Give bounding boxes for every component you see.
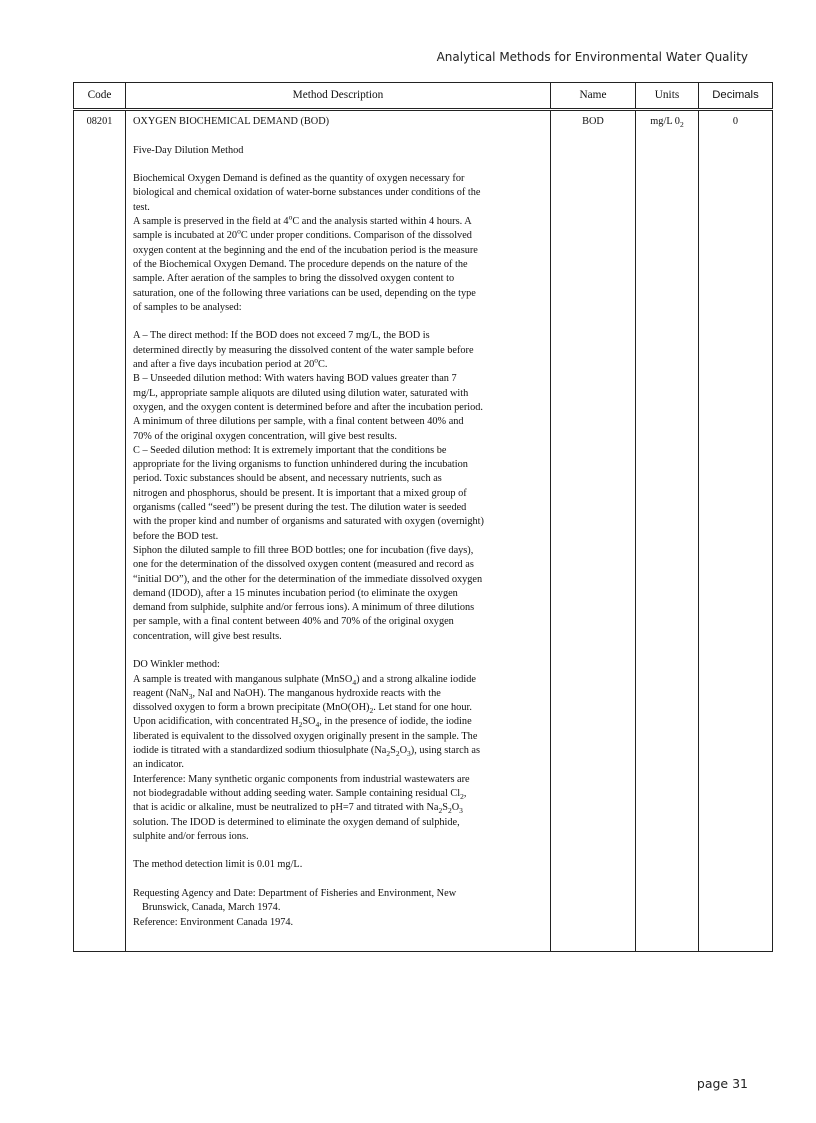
table-row — [74, 110, 773, 952]
method-code: 08201 — [74, 110, 126, 952]
header-decimals: Decimals — [699, 83, 773, 110]
text-line: solution. The IDOD is determined to eliminate the oxygen demand of sulphide, — [133, 816, 460, 828]
text-line: biological and chemical oxidation of water-borne substances under conditions of the — [133, 187, 481, 199]
method-units: mg/L $0_2$ — [636, 110, 699, 952]
text-line: not biodegradable without adding seeding water. Sample containing residual $Cl_2$, — [133, 787, 467, 801]
text-line: sulphite and/or ferrous ions. — [133, 830, 249, 842]
seeded-method-paragraph — [133, 444, 543, 644]
text-line: dissolved oxygen to form a brown precipitate ($MnO(OH)_2$. Let stand for one hour. — [133, 702, 472, 716]
text-line: demand from sulphide, sulphite and/or ferrous ions). A minimum of three dilutions — [133, 602, 475, 614]
text-line: A – The direct method: If the BOD does not exceed 7 mg/L, the BOD is — [133, 330, 430, 342]
text-line: Reference: Environment Canada 1974. — [133, 916, 294, 928]
text-line: Requesting Agency and Date: Department of Fisheries and Environment, New — [133, 888, 457, 900]
procedure-paragraph — [133, 212, 543, 315]
text-line: A minimum of three dilutions per sample, with a final content between 40% and — [133, 416, 464, 428]
text-line: B – Unseeded dilution method: With waters having BOD values greater than 7 — [133, 373, 457, 385]
text-line: of the Biochemical Oxygen Demand. The procedure depends on the nature of the — [133, 258, 468, 270]
text-line: A sample is treated with manganous sulphate (MnSO$_4$) and a strong alkaline iodide — [133, 673, 476, 687]
text-line: one for the determination of the dissolved oxygen content (measured and record as — [133, 559, 474, 571]
text-line: period. Toxic substances should be absent, and necessary nutrients, such as — [133, 473, 442, 485]
page-number: page 31 — [696, 1076, 748, 1091]
text-line: saturation, one of the following three variations can be used, depending on the type — [133, 287, 476, 299]
method-name: BOD — [551, 110, 636, 952]
winkler-paragraph — [133, 658, 543, 844]
header-units: Units — [636, 83, 699, 110]
text-line: test. — [133, 201, 150, 213]
method-subtitle: Five-Day Dilution Method — [133, 144, 244, 156]
header-code: Code — [74, 83, 126, 110]
text-line: with the proper kind and number of organisms and saturated with oxygen (overnight) — [133, 516, 484, 528]
text-line: A sample is preserved in the field at 4$^o$C and the analysis started within 4 hours. A — [133, 212, 472, 228]
agency-paragraph — [133, 887, 543, 930]
text-line: determined directly by measuring the dissolved content of the water sample before — [133, 344, 474, 356]
text-line: oxygen content at the beginning and the end of the incubation period is the measure — [133, 244, 478, 256]
detection-limit: The method detection limit is 0.01 mg/L. — [133, 859, 303, 871]
text-line: iodide is titrated with a standardized sodium thiosulphate $(Na_2S_2O_3)$, using starch as — [133, 745, 480, 759]
text-line: reagent (NaN$_3$, NaI and NaOH). The manganous hydroxide reacts with the — [133, 687, 441, 701]
method-decimals: 0 — [699, 110, 773, 952]
text-line: per sample, with a final content between 40% and 70% of the original oxygen — [133, 616, 454, 628]
text-line: appropriate for the living organisms to function unhindered during the incubation — [133, 459, 468, 471]
text-line: and after a five days incubation period at 20$^o$C. — [133, 355, 328, 371]
method-description — [126, 110, 551, 952]
text-line: Biochemical Oxygen Demand is defined as the quantity of oxygen necessary for — [133, 173, 465, 185]
text-line: of samples to be analysed: — [133, 301, 242, 313]
text-line: 70% of the original oxygen concentration, will give best results. — [133, 430, 397, 442]
text-line: Brunswick, Canada, March 1974. — [142, 902, 281, 914]
text-line: organisms (called “seed”) be present during the test. The dilution water is seeded — [133, 502, 467, 514]
text-line: C – Seeded dilution method: It is extremely important that the conditions be — [133, 444, 447, 456]
running-header: Analytical Methods for Environmental Water Quality — [436, 50, 748, 64]
text-line: concentration, will give best results. — [133, 630, 282, 642]
text-line: nitrogen and phosphorus, should be present. It is important that a mixed group of — [133, 487, 467, 499]
text-line: Interference: Many synthetic organic components from industrial wastewaters are — [133, 773, 470, 785]
text-line: “initial DO”), and the other for the determination of the immediate dissolved oxygen — [133, 573, 483, 585]
header-description: Method Description — [126, 83, 551, 110]
text-line: liberated is equivalent to the dissolved oxygen originally present in the sample. The — [133, 730, 478, 742]
definition-paragraph — [133, 172, 543, 215]
text-line: that is acidic or alkaline, must be neutralized to pH=7 and titrated with $Na_2S_2O_3$ — [133, 802, 463, 816]
table-header-row — [74, 83, 773, 110]
method-title: OXYGEN BIOCHEMICAL DEMAND (BOD) — [133, 116, 330, 127]
direct-method-paragraph — [133, 329, 543, 372]
text-line: Upon acidification, with concentrated $H_2SO_4$, in the presence of iodide, the iodine — [133, 716, 472, 730]
text-line: DO Winkler method: — [133, 659, 220, 671]
text-line: oxygen, and the oxygen content is determined before and after the incubation period. — [133, 401, 483, 413]
methods-table — [73, 82, 773, 952]
text-line: demand (IDOD), after a 15 minutes incubation period (to eliminate the oxygen — [133, 587, 458, 599]
text-line: Siphon the diluted sample to fill three BOD bottles; one for incubation (five days), — [133, 544, 474, 556]
text-line: mg/L, appropriate sample aliquots are diluted using dilution water, saturated with — [133, 387, 469, 399]
text-line: before the BOD test. — [133, 530, 219, 542]
text-line: an indicator. — [133, 759, 184, 771]
header-name: Name — [551, 83, 636, 110]
unseeded-method-paragraph — [133, 372, 543, 443]
text-line: sample. After aeration of the samples to bring the dissolved oxygen content to — [133, 273, 455, 285]
text-line: sample is incubated at 20$^o$C under proper conditions. Comparison of the dissolved — [133, 226, 472, 242]
